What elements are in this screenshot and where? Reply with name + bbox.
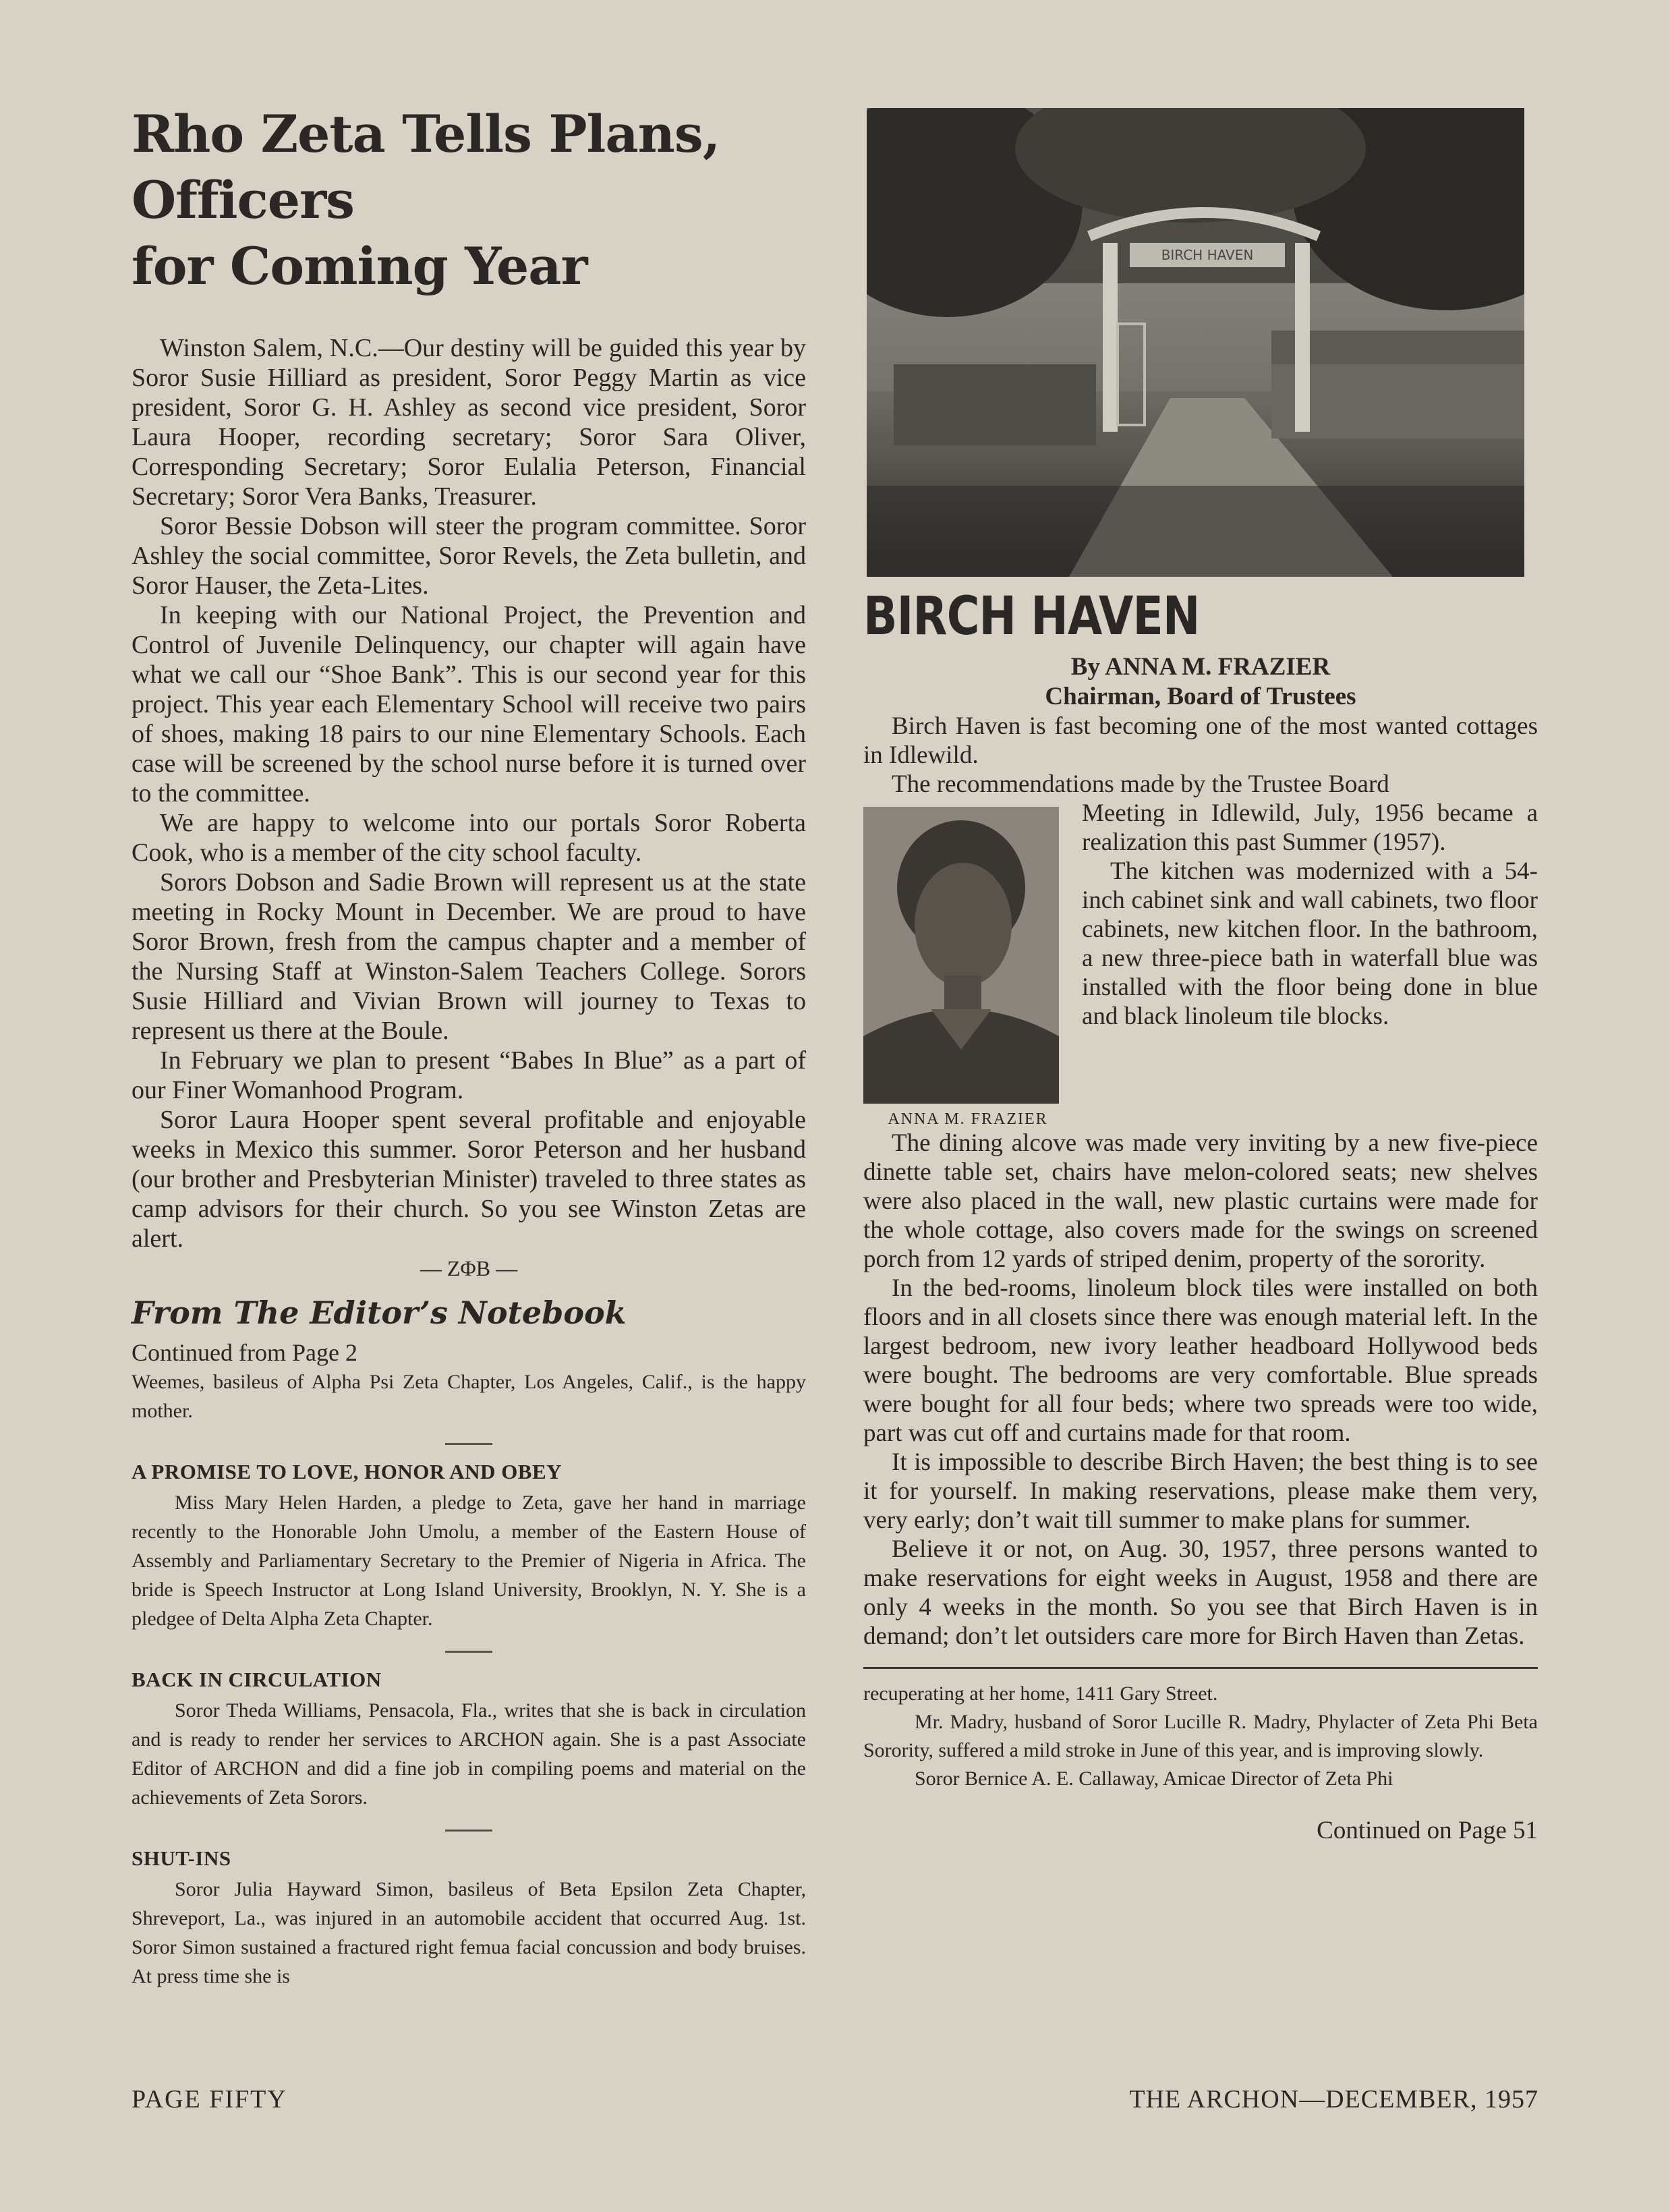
publication-line: THE ARCHON—DECEMBER, 1957 — [1129, 2085, 1538, 2114]
headline-line-1: Rho Zeta Tells Plans, Officers — [132, 104, 720, 230]
article-paragraph: Soror Bessie Dobson will steer the program committee. Soror Ashley the social committee, Soror Revels, the Zeta bulletin, and Soror Hauser, the Zeta-Lites. — [132, 512, 806, 600]
short-rule — [445, 1830, 492, 1832]
article-paragraph: Soror Laura Hooper spent several profitable and enjoyable weeks in Mexico this summer. Soror Peterson and her husband (our brother and Presbyterian Minister) traveled to three states as camp advisors for their church. So you see Winston Zetas are alert. — [132, 1106, 806, 1253]
article-paragraph: In the bed-rooms, linoleum block tiles were installed on both floors and in all closets since there was enough material left. In the largest bedroom, new ivory leather headboard Hollywood beds were bought. The bedrooms are very comfortable. Blue spreads were bought for all four beds; where two spreads were too wide, part was cut off and curtains made for that room. — [863, 1274, 1538, 1447]
article-paragraph: The kitchen was modernized with a 54-inch cabinet sink and wall cabinets, two floor cabinets, new kitchen floor. In the bathroom, a new three-piece bath in waterfall blue was installed with the floor being done in blue and black linoleum tile blocks. — [1082, 857, 1538, 1030]
article-paragraph: Sorors Dobson and Sadie Brown will represent us at the state meeting in Rocky Mount in December. We are proud to have Soror Brown, fresh from the campus chapter and a member of the Nursing Staff at Winston-Salem Teachers College. Sorors Susie Hilliard and Vivian Brown will journey to Texas to represent us there at the Boule. — [132, 868, 806, 1045]
article-paragraph: In keeping with our National Project, the Prevention and Control of Juvenile Delinquency, our chapter will again have what we call our “Shoe Bank”. This is our second year for this project. This year each Elementary School will receive two pairs of shoes, making 18 pairs to our nine Elementary Schools. Each case will be screened by the school nurse before it is turned over to the committee. — [132, 601, 806, 807]
article-paragraph: We are happy to welcome into our portals Soror Roberta Cook, who is a member of the city school faculty. — [132, 809, 806, 867]
author-portrait — [863, 807, 1059, 1104]
article-paragraph: It is impossible to describe Birch Haven; the best thing is to see it for yourself. In making reservations, please make them very, very early; don’t wait till summer to make plans for summer. — [863, 1448, 1538, 1534]
article-paragraph: Birch Haven is fast becoming one of the most wanted cottages in Idlewild. — [863, 712, 1538, 769]
portrait-box — [863, 799, 1072, 1129]
continued-text: Soror Bernice A. E. Callaway, Amicae Director of Zeta Phi — [915, 1767, 1393, 1790]
article-paragraph: Winston Salem, N.C.—Our destiny will be guided this year by Soror Susie Hilliard as president, Soror Peggy Martin as vice president, Soror G. H. Ashley as second vice president, Soror Laura Hooper, recording secretary; Soror Sara Oliver, Corresponding Secretary; Soror Eulalia Peterson, Financial Secretary; Soror Vera Banks, Treasurer. — [132, 334, 806, 511]
gateway-illustration — [867, 108, 1524, 577]
section-body: Soror Theda Williams, Pensacola, Fla., writes that she is back in circulation and is ready to render her services to ARCHON again. She is a past Associate Editor of ARCHON and did a fine job in compiling poems and material on the achievements of Zeta Sorors. — [132, 1699, 806, 1809]
article-paragraph: In February we plan to present “Babes In Blue” as a part of our Finer Womanhood Program. — [132, 1046, 806, 1104]
section-heading: A PROMISE TO LOVE, HONOR AND OBEY — [132, 1460, 563, 1483]
right-column — [863, 108, 1538, 1845]
continued-text: Mr. Madry, husband of Soror Lucille R. Madry, Phylacter of Zeta Phi Beta Sorority, suffered a mild stroke in June of this year, and is improving slowly. — [863, 1711, 1538, 1761]
article-paragraph: The recommendations made by the Trustee Board — [892, 770, 1389, 798]
section-body: Soror Julia Hayward Simon, basileus of Beta Epsilon Zeta Chapter, Shreveport, La., was injured in an automobile accident that occurred Aug. 1st. Soror Simon sustained a fractured right femua facial concussion and body bruises. At press time she is — [132, 1878, 806, 1987]
photo-sign-text: BIRCH HAVEN — [1161, 247, 1254, 263]
birch-haven-photo — [867, 108, 1524, 577]
headline-line-2: for Coming Year — [132, 236, 587, 296]
article-paragraph: Believe it or not, on Aug. 30, 1957, three persons wanted to make reservations for eight weeks in August, 1958 and there are only 4 weeks in the month. So you see that Birch Haven is in demand; don’t let outsiders care more for Birch Haven than Zetas. — [863, 1535, 1538, 1650]
article-headline — [132, 101, 806, 300]
short-rule — [445, 1443, 492, 1445]
birch-haven-title: BIRCH HAVEN — [863, 586, 1200, 647]
notebook-intro: Weemes, basileus of Alpha Psi Zeta Chapter, Los Angeles, Calif., is the happy mother. — [132, 1371, 806, 1422]
section-heading: SHUT-INS — [132, 1846, 231, 1870]
portrait-row — [863, 799, 1538, 1129]
continued-text: recuperating at her home, 1411 Gary Street. — [863, 1682, 1218, 1705]
section-divider: — ZΦB — — [420, 1256, 518, 1280]
byline-author: By ANNA M. FRAZIER — [1070, 653, 1331, 681]
article-paragraph: The dining alcove was made very inviting by a new five-piece dinette table set, chairs have melon-colored seats; new shelves were also placed in the wall, new plastic curtains were made for the whole cottage, also covers made for the swings on screened porch from 12 yards of striped denim, property of the sorority. — [863, 1129, 1538, 1273]
continued-from: Continued from Page 2 — [132, 1339, 357, 1366]
short-rule — [445, 1651, 492, 1653]
section-heading: BACK IN CIRCULATION — [132, 1668, 382, 1691]
portrait-illustration — [863, 807, 1059, 1104]
section-body: Miss Mary Helen Harden, a pledge to Zeta, gave her hand in marriage recently to the Honorable John Umolu, a member of the Eastern House of Assembly and Parliamentary Secretary to the Premier of Nigeria in Africa. The bride is Speech Instructor at Long Island University, Brooklyn, N. Y. She is a pledgee of Delta Alpha Zeta Chapter. — [132, 1492, 806, 1630]
continued-on: Continued on Page 51 — [1317, 1817, 1538, 1844]
beside-portrait-text — [1082, 799, 1538, 1129]
article-paragraph: Meeting in Idlewild, July, 1956 became a realization this past Summer (1957). — [1082, 799, 1538, 856]
portrait-caption: ANNA M. FRAZIER — [888, 1110, 1048, 1128]
notebook-title: From The Editor’s Notebook — [132, 1295, 627, 1331]
column-rule — [863, 1667, 1538, 1669]
page-number: PAGE FIFTY — [132, 2085, 287, 2114]
byline-role: Chairman, Board of Trustees — [1045, 683, 1356, 710]
left-column — [132, 101, 806, 1991]
